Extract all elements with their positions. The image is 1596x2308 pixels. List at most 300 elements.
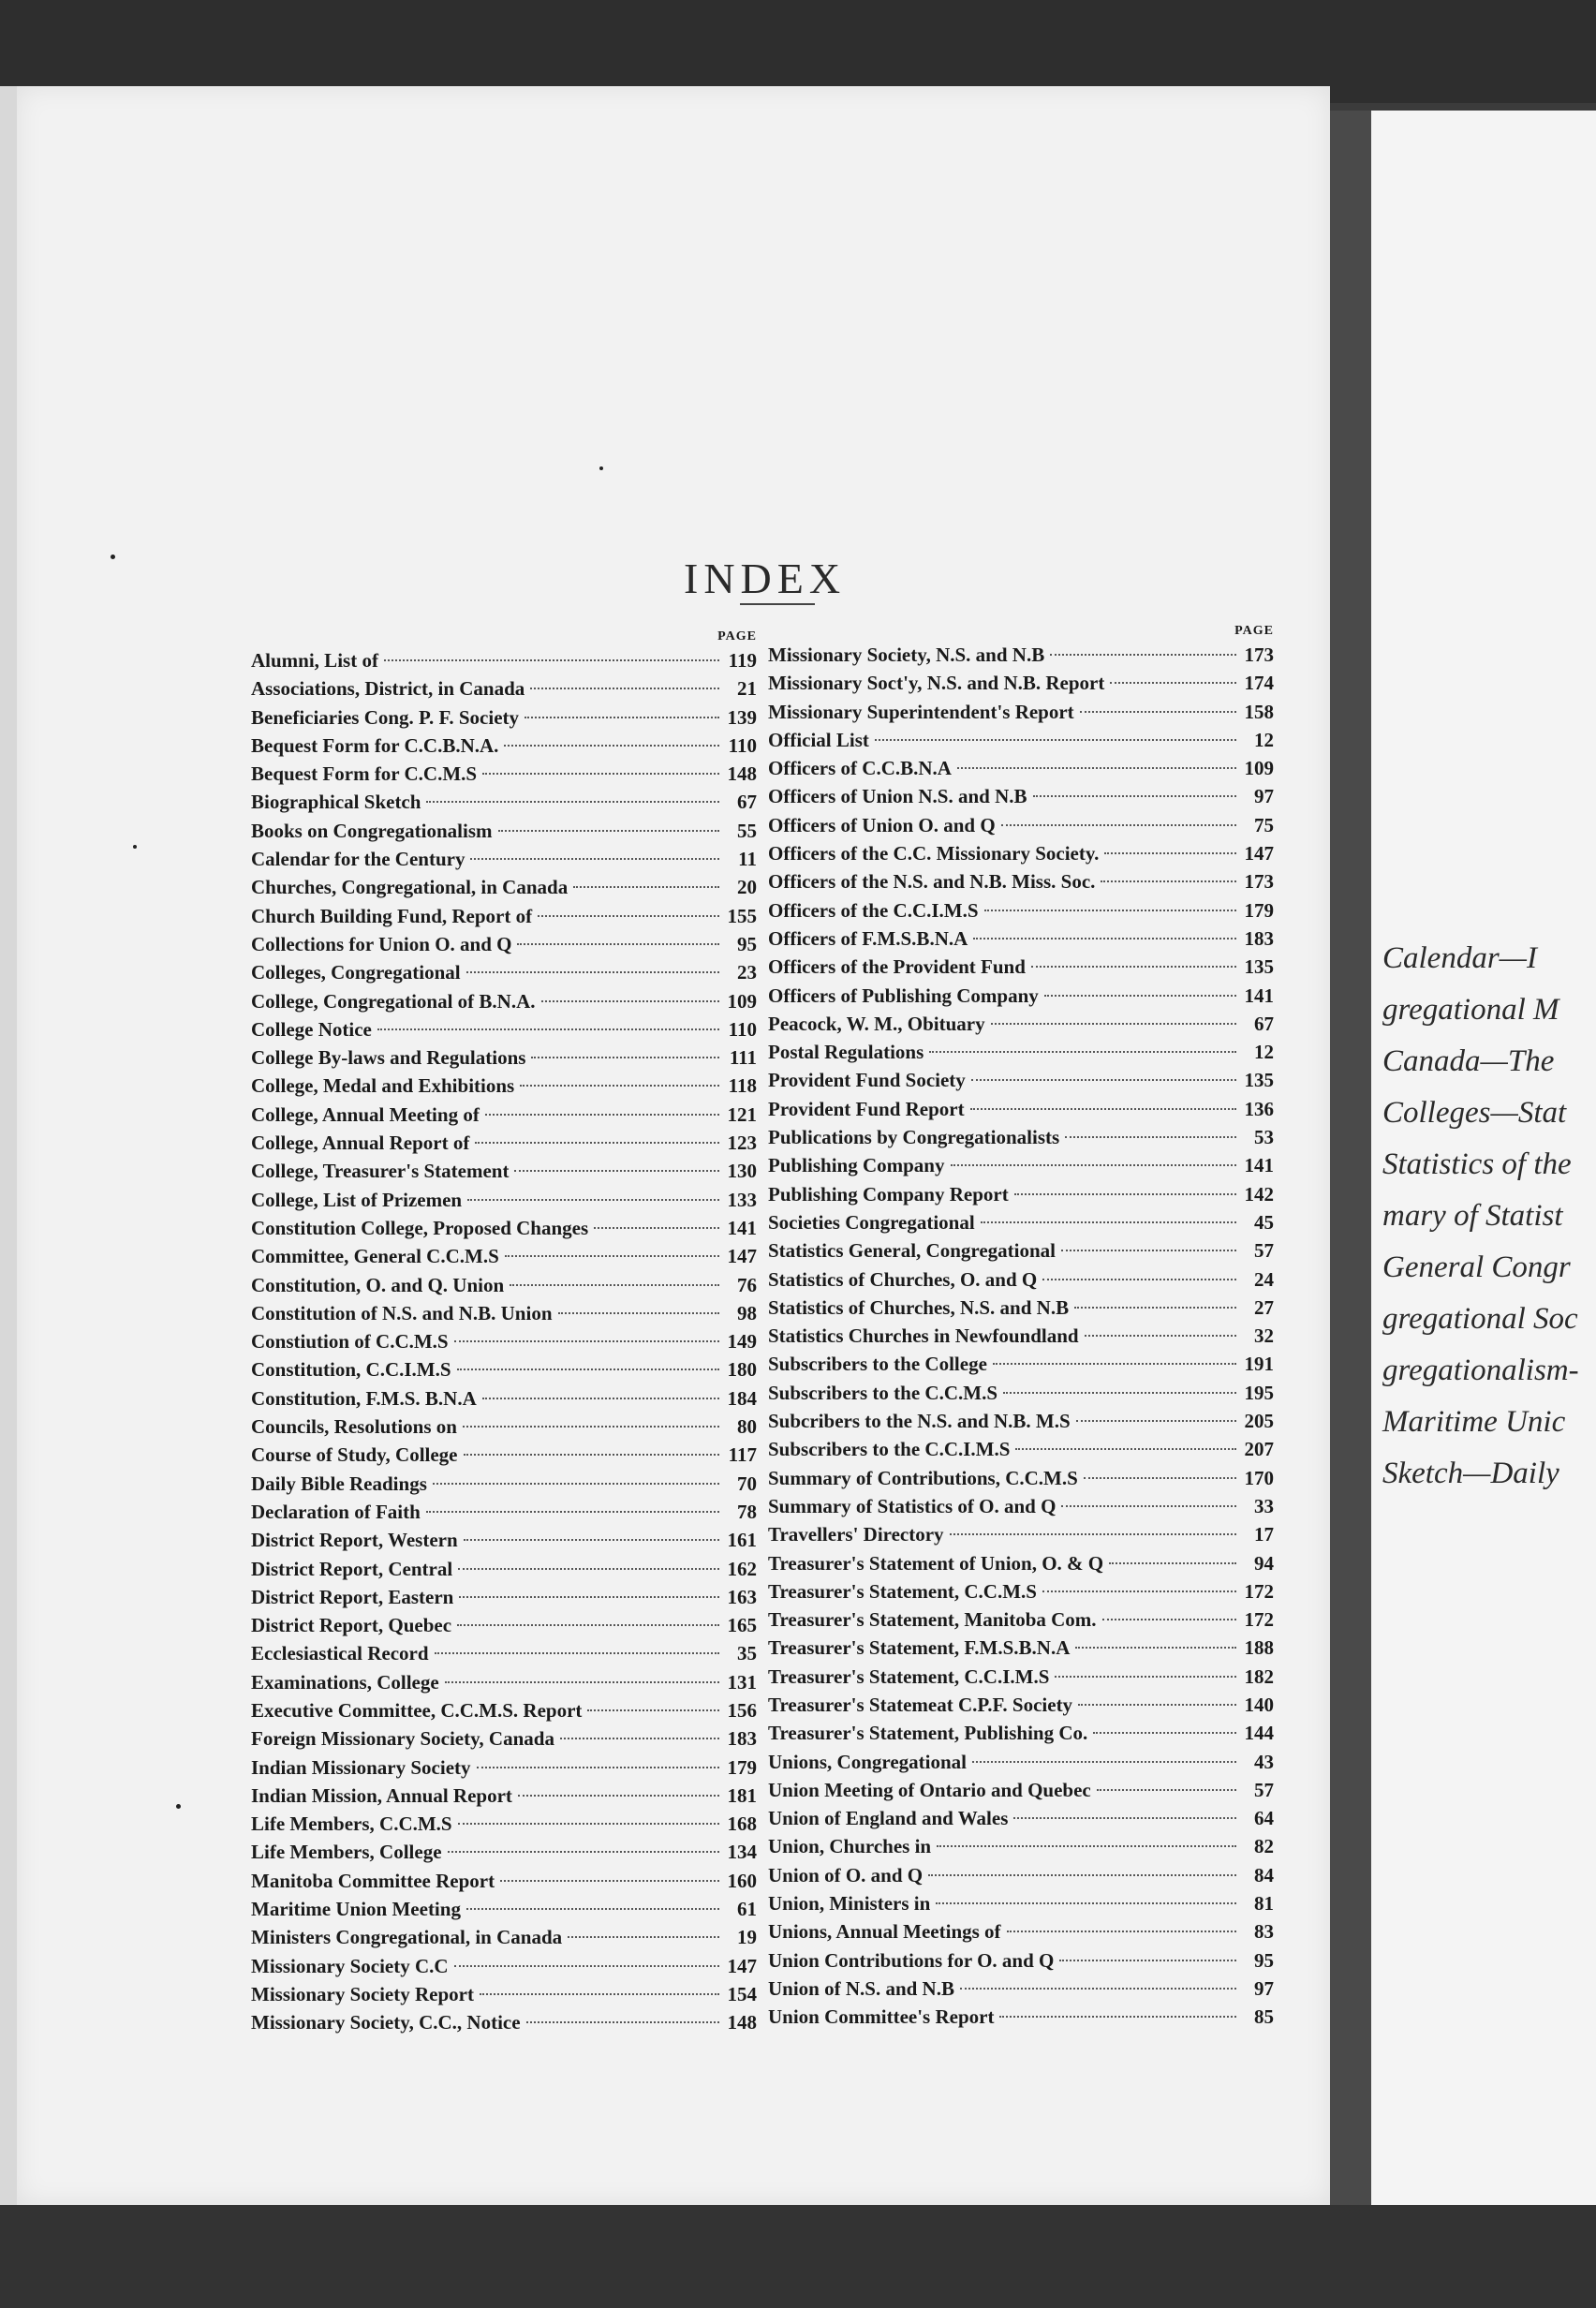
dot-leader [457, 1369, 719, 1370]
index-entry [768, 1435, 1274, 1463]
dot-leader [928, 1874, 1236, 1876]
index-entry [768, 811, 1274, 839]
dot-leader [1109, 1562, 1236, 1564]
index-entry [768, 896, 1274, 925]
entry-label: Officers of Union O. and Q [768, 813, 996, 836]
dot-leader [1044, 995, 1236, 997]
dot-leader [957, 767, 1236, 769]
index-entry [768, 1464, 1274, 1492]
entry-page-number: 168 [727, 1812, 757, 1836]
entry-page-number: 97 [1254, 1976, 1274, 2000]
entry-label: District Report, Quebec [251, 1614, 452, 1637]
index-entry [768, 1294, 1274, 1322]
index-entry [251, 1413, 757, 1441]
dot-leader [514, 1170, 719, 1172]
entry-page-number: 141 [727, 1216, 757, 1239]
index-entries-right [768, 641, 1274, 2032]
entry-page-number: 147 [1244, 842, 1274, 866]
entry-page-number: 97 [1254, 785, 1274, 808]
dot-leader [1076, 1420, 1236, 1422]
dot-leader [510, 1284, 719, 1286]
entry-label: Councils, Resolutions on [251, 1415, 457, 1439]
index-entry [251, 788, 757, 816]
entry-label: Peacock, W. M., Obituary [768, 1012, 985, 1035]
entry-label: Treasurer's Statement, Manitoba Com. [768, 1608, 1097, 1632]
index-entry [768, 1889, 1274, 1917]
dot-leader [972, 1761, 1236, 1763]
index-entry [251, 1611, 757, 1639]
index-entry [251, 958, 757, 986]
entry-label: Maritime Union Meeting [251, 1898, 461, 1921]
index-entry [251, 1101, 757, 1129]
entry-label: Statistics Churches in Newfoundland [768, 1324, 1079, 1348]
entry-label: Publications by Congregationalists [768, 1126, 1060, 1149]
dot-leader [526, 2021, 719, 2023]
index-entry [768, 1691, 1274, 1719]
entry-label: District Report, Eastern [251, 1585, 454, 1608]
dot-leader [1003, 1392, 1236, 1394]
dot-leader [875, 739, 1236, 741]
index-entry [251, 845, 757, 873]
index-entry [768, 1719, 1274, 1747]
dot-leader [1001, 824, 1236, 826]
entry-label: Unions, Annual Meetings of [768, 1920, 1001, 1944]
entry-page-number: 172 [1244, 1579, 1274, 1603]
index-entry [768, 925, 1274, 953]
entry-page-number: 130 [727, 1160, 757, 1183]
entry-label: Constitution, F.M.S. B.N.A [251, 1386, 477, 1410]
entry-page-number: 17 [1254, 1523, 1274, 1546]
entry-label: Statistics General, Congregational [768, 1239, 1057, 1263]
facing-page-line: Statistics of the [1382, 1147, 1572, 1181]
entry-label: Summary of Contributions, C.C.M.S [768, 1466, 1078, 1489]
dot-leader [1075, 1647, 1236, 1649]
dot-leader [458, 1568, 719, 1570]
index-entry [768, 698, 1274, 726]
entry-page-number: 61 [737, 1898, 757, 1921]
index-entry [768, 754, 1274, 782]
index-entry [251, 703, 757, 732]
index-entry [768, 1180, 1274, 1208]
entry-label: Church Building Fund, Report of [251, 904, 533, 927]
entry-page-number: 45 [1254, 1210, 1274, 1234]
entry-label: Union, Ministers in [768, 1892, 931, 1916]
dot-leader [480, 1993, 719, 1995]
dot-leader [1059, 1960, 1236, 1961]
dot-leader [498, 830, 720, 832]
dot-leader [525, 717, 719, 718]
entry-label: Officers of the N.S. and N.B. Miss. Soc. [768, 870, 1096, 894]
entry-label: Subscribers to the C.C.M.S [768, 1381, 998, 1404]
index-entry [768, 2003, 1274, 2031]
entry-page-number: 165 [727, 1614, 757, 1637]
index-entry [768, 1379, 1274, 1407]
entry-page-number: 81 [1254, 1892, 1274, 1916]
dot-leader [466, 1908, 719, 1910]
entry-label: Publishing Company Report [768, 1182, 1009, 1206]
index-entry [251, 1186, 757, 1214]
dot-leader [1033, 795, 1236, 797]
entry-page-number: 135 [1244, 1069, 1274, 1092]
index-entry [251, 1441, 757, 1469]
entry-label: College, Treasurer's Statement [251, 1160, 510, 1183]
facing-page-line: gregational M [1382, 993, 1559, 1027]
entry-label: Officers of Publishing Company [768, 984, 1039, 1007]
index-entry [768, 1832, 1274, 1860]
dot-leader [970, 1108, 1236, 1110]
index-entry [768, 1095, 1274, 1123]
index-entry [251, 817, 757, 845]
index-entry [768, 641, 1274, 669]
facing-page-line: mary of Statist [1382, 1199, 1563, 1233]
index-entry [768, 1804, 1274, 1832]
index-entry [768, 1265, 1274, 1294]
entry-page-number: 131 [727, 1670, 757, 1694]
entry-label: Treasurer's Statemeat C.P.F. Society [768, 1693, 1073, 1716]
dot-leader [464, 1454, 720, 1456]
index-entry [251, 674, 757, 703]
dot-leader [531, 1057, 719, 1058]
entry-page-number: 139 [727, 705, 757, 729]
entry-page-number: 23 [737, 961, 757, 984]
dot-leader [568, 1936, 719, 1938]
index-entry [768, 1917, 1274, 1946]
dot-leader [981, 1221, 1236, 1223]
index-entry [251, 1214, 757, 1242]
entry-page-number: 148 [727, 762, 757, 786]
entry-label: Treasurer's Statement of Union, O. & Q [768, 1551, 1104, 1575]
index-entry [251, 1271, 757, 1299]
index-entry [251, 1810, 757, 1838]
index-entry [251, 1157, 757, 1185]
index-entry [251, 1895, 757, 1923]
dot-leader [470, 858, 719, 860]
dot-leader [1031, 966, 1236, 968]
index-entry [251, 1072, 757, 1100]
index-entry [251, 1015, 757, 1043]
entry-page-number: 141 [1244, 984, 1274, 1007]
entry-label: Officers of the Provident Fund [768, 955, 1026, 979]
entry-label: Missionary Society, C.C., Notice [251, 2011, 521, 2034]
entry-label: College By-laws and Regulations [251, 1046, 526, 1070]
index-entry [768, 1066, 1274, 1094]
index-entry [251, 1838, 757, 1866]
index-entry [768, 1123, 1274, 1151]
entry-label: District Report, Western [251, 1529, 458, 1552]
entry-label: Statistics of Churches, O. and Q [768, 1267, 1038, 1291]
index-entry [251, 1355, 757, 1383]
dot-leader [587, 1709, 719, 1711]
entry-label: Missionary Soct'y, N.S. and N.B. Report [768, 672, 1105, 695]
entry-page-number: 179 [727, 1755, 757, 1779]
entry-label: Constitution, O. and Q. Union [251, 1273, 505, 1296]
index-entry [768, 1748, 1274, 1776]
index-column-left [251, 629, 757, 2037]
entry-label: Summary of Statistics of O. and Q [768, 1494, 1057, 1517]
entry-page-number: 110 [728, 733, 757, 757]
entry-label: Treasurer's Statement, F.M.S.B.N.A [768, 1636, 1071, 1660]
dot-leader [1014, 1193, 1236, 1195]
entry-page-number: 95 [737, 932, 757, 955]
index-entry [251, 902, 757, 930]
entry-page-number: 121 [727, 1102, 757, 1126]
index-entry [768, 782, 1274, 810]
entry-label: College, Congregational of B.N.A. [251, 989, 536, 1013]
facing-page-text [1382, 933, 1579, 1500]
entry-label: Publishing Company [768, 1154, 945, 1177]
entry-page-number: 144 [1244, 1722, 1274, 1745]
index-entry [768, 1236, 1274, 1265]
entry-page-number: 123 [727, 1132, 757, 1155]
dot-leader [984, 910, 1236, 911]
entry-page-number: 70 [737, 1472, 757, 1495]
entry-label: College, Annual Report of [251, 1132, 470, 1155]
page-title: INDEX [684, 554, 847, 602]
index-entry [768, 1605, 1274, 1634]
entry-page-number: 188 [1244, 1636, 1274, 1660]
dot-leader [1013, 1817, 1236, 1819]
facing-page-line: General Congr [1382, 1250, 1571, 1284]
entry-label: Calendar for the Century [251, 848, 466, 871]
entry-label: College, Medal and Exhibitions [251, 1074, 515, 1098]
entry-label: College Notice [251, 1017, 372, 1041]
entry-page-number: 191 [1244, 1353, 1274, 1376]
entry-label: Course of Study, College [251, 1443, 458, 1467]
entry-label: Executive Committee, C.C.M.S. Report [251, 1698, 583, 1722]
entry-label: Indian Missionary Society [251, 1755, 471, 1779]
entry-page-number: 95 [1254, 1948, 1274, 1972]
entry-label: Provident Fund Society [768, 1069, 966, 1092]
entry-page-number: 173 [1244, 870, 1274, 894]
entry-page-number: 142 [1244, 1182, 1274, 1206]
entry-label: Declaration of Faith [251, 1500, 421, 1523]
entry-page-number: 27 [1254, 1295, 1274, 1319]
dot-leader [991, 1023, 1236, 1025]
entry-label: Official List [768, 728, 869, 751]
entry-label: Examinations, College [251, 1670, 439, 1694]
index-entry [251, 646, 757, 674]
dot-leader [517, 943, 719, 945]
entry-page-number: 156 [727, 1698, 757, 1722]
page-column-header: PAGE [1234, 624, 1274, 638]
dot-leader [999, 2016, 1236, 2018]
dot-leader [558, 1312, 719, 1314]
dot-leader [426, 801, 719, 803]
entry-label: Constiution of C.C.M.S [251, 1330, 449, 1354]
entry-page-number: 118 [728, 1074, 757, 1098]
entry-label: Constitution of N.S. and N.B. Union [251, 1301, 553, 1324]
entry-page-number: 179 [1244, 898, 1274, 922]
dot-leader [1061, 1250, 1236, 1251]
dot-leader [1104, 852, 1236, 854]
entry-page-number: 180 [727, 1358, 757, 1382]
dot-leader [1007, 1931, 1236, 1932]
index-entry [251, 1782, 757, 1810]
entry-page-number: 12 [1254, 1041, 1274, 1064]
scan-speck [111, 555, 115, 559]
index-column-right [768, 624, 1274, 2032]
index-entry [251, 930, 757, 958]
index-entry [768, 1577, 1274, 1605]
entry-label: Union of England and Wales [768, 1807, 1009, 1830]
dot-leader [1084, 1477, 1236, 1479]
facing-page-line: gregationalism- [1382, 1354, 1579, 1387]
index-entry [768, 839, 1274, 867]
index-entry [768, 1549, 1274, 1577]
dot-leader [433, 1483, 719, 1485]
entry-label: Books on Congregationalism [251, 819, 493, 842]
dot-leader [454, 1965, 719, 1967]
dot-leader [505, 1255, 719, 1257]
index-entry [768, 1663, 1274, 1691]
index-entry [251, 732, 757, 760]
index-entry [768, 1350, 1274, 1378]
dot-leader [937, 1845, 1236, 1847]
dot-leader [500, 1880, 719, 1882]
entry-page-number: 172 [1244, 1608, 1274, 1632]
entry-page-number: 111 [729, 1046, 757, 1070]
index-entry [768, 982, 1274, 1010]
entry-label: Life Members, College [251, 1841, 442, 1864]
entry-label: Missionary Society, N.S. and N.B [768, 644, 1045, 666]
entry-label: Union Meeting of Ontario and Quebec [768, 1778, 1091, 1801]
facing-page-line: Calendar—I [1382, 941, 1537, 975]
index-entry [768, 1975, 1274, 2003]
facing-page-line: gregational Soc [1382, 1302, 1578, 1336]
dot-leader [1110, 682, 1236, 684]
entry-page-number: 155 [727, 904, 757, 927]
entry-page-number: 147 [727, 1954, 757, 1977]
entry-label: Missionary Superintendent's Report [768, 700, 1074, 723]
index-entry [251, 873, 757, 901]
dot-leader [435, 1652, 719, 1654]
entry-page-number: 21 [737, 677, 757, 701]
entry-label: Constitution College, Proposed Changes [251, 1216, 589, 1239]
entry-label: Ecclesiastical Record [251, 1642, 429, 1665]
entry-page-number: 170 [1244, 1466, 1274, 1489]
entry-label: Missionary Society Report [251, 1982, 474, 2005]
index-entry [251, 2008, 757, 2036]
entry-page-number: 110 [728, 1017, 757, 1041]
index-entry [768, 1776, 1274, 1804]
entry-page-number: 147 [727, 1245, 757, 1268]
scan-speck [599, 466, 603, 470]
dot-leader [573, 886, 719, 888]
dot-leader [1093, 1732, 1236, 1734]
dot-leader [520, 1085, 719, 1087]
entry-page-number: 20 [737, 876, 757, 899]
index-entry [768, 1492, 1274, 1520]
dot-leader [1015, 1448, 1236, 1450]
entry-page-number: 33 [1254, 1494, 1274, 1517]
entry-label: Biographical Sketch [251, 791, 421, 814]
entry-label: Constitution, C.C.I.M.S [251, 1358, 451, 1382]
entry-page-number: 12 [1254, 728, 1274, 751]
entry-label: Provident Fund Report [768, 1097, 965, 1120]
entry-page-number: 55 [737, 819, 757, 842]
entry-label: Bequest Form for C.C.B.N.A. [251, 733, 499, 757]
entry-label: Travellers' Directory [768, 1523, 944, 1546]
index-entries-left [251, 646, 757, 2037]
entry-label: Beneficiaries Cong. P. F. Society [251, 705, 520, 729]
entry-page-number: 85 [1254, 2005, 1274, 2029]
dot-leader [454, 1340, 719, 1342]
entry-page-number: 158 [1244, 700, 1274, 723]
dot-leader [463, 1426, 719, 1428]
index-entry [251, 987, 757, 1015]
dot-leader [458, 1823, 719, 1825]
entry-page-number: 173 [1244, 644, 1274, 666]
entry-page-number: 35 [737, 1642, 757, 1665]
entry-page-number: 161 [727, 1529, 757, 1552]
entry-label: Officers of C.C.B.N.A [768, 757, 952, 780]
index-entry [251, 1639, 757, 1667]
entry-page-number: 24 [1254, 1267, 1274, 1291]
index-entry [768, 867, 1274, 895]
entry-page-number: 83 [1254, 1920, 1274, 1944]
entry-label: Collections for Union O. and Q [251, 932, 512, 955]
dot-leader [466, 971, 719, 973]
scan-background-bottom [0, 2197, 1596, 2308]
entry-label: Officers of the C.C.I.M.S [768, 898, 979, 922]
entry-page-number: 140 [1244, 1693, 1274, 1716]
entry-page-number: 67 [737, 791, 757, 814]
facing-page-line: Colleges—Stat [1382, 1096, 1567, 1130]
index-entry [768, 669, 1274, 697]
dot-leader [426, 1511, 719, 1513]
entry-page-number: 80 [737, 1415, 757, 1439]
index-entry [768, 1407, 1274, 1435]
index-entry [251, 1952, 757, 1980]
page-column-header: PAGE [717, 629, 757, 644]
index-entry [768, 1946, 1274, 1975]
dot-leader [1061, 1505, 1236, 1507]
entry-label: Statistics of Churches, N.S. and N.B [768, 1295, 1070, 1319]
dot-leader [936, 1902, 1236, 1904]
dot-leader [1065, 1136, 1236, 1138]
entry-label: Union of N.S. and N.B [768, 1976, 954, 2000]
index-entry [251, 1724, 757, 1753]
dot-leader [1055, 1676, 1236, 1678]
entry-label: Union, Churches in [768, 1835, 932, 1858]
dot-leader [1074, 1307, 1236, 1309]
dot-leader [530, 688, 719, 689]
entry-label: Ministers Congregational, in Canada [251, 1926, 563, 1949]
dot-leader [457, 1624, 719, 1626]
dot-leader [482, 1398, 719, 1399]
entry-label: Union Contributions for O. and Q [768, 1948, 1055, 1972]
entry-page-number: 75 [1254, 813, 1274, 836]
entry-label: Union of O. and Q [768, 1863, 924, 1886]
entry-label: Bequest Form for C.C.M.S [251, 762, 478, 786]
dot-leader [377, 1028, 719, 1030]
dot-leader [1042, 1590, 1236, 1592]
index-entry [251, 760, 757, 788]
index-entry [251, 1980, 757, 2008]
dot-leader [541, 1000, 719, 1002]
dot-leader [993, 1363, 1236, 1365]
entry-label: Officers of the C.C. Missionary Society. [768, 842, 1100, 866]
entry-page-number: 57 [1254, 1778, 1274, 1801]
dot-leader [1102, 1619, 1236, 1620]
entry-label: Manitoba Committee Report [251, 1869, 495, 1892]
dot-leader [1078, 1704, 1236, 1706]
book-gutter [1330, 111, 1371, 2205]
entry-label: Foreign Missionary Society, Canada [251, 1727, 554, 1751]
index-entry [251, 1583, 757, 1611]
entry-label: Treasurer's Statement, C.C.I.M.S [768, 1664, 1050, 1688]
entry-label: Officers of F.M.S.B.N.A [768, 926, 968, 950]
